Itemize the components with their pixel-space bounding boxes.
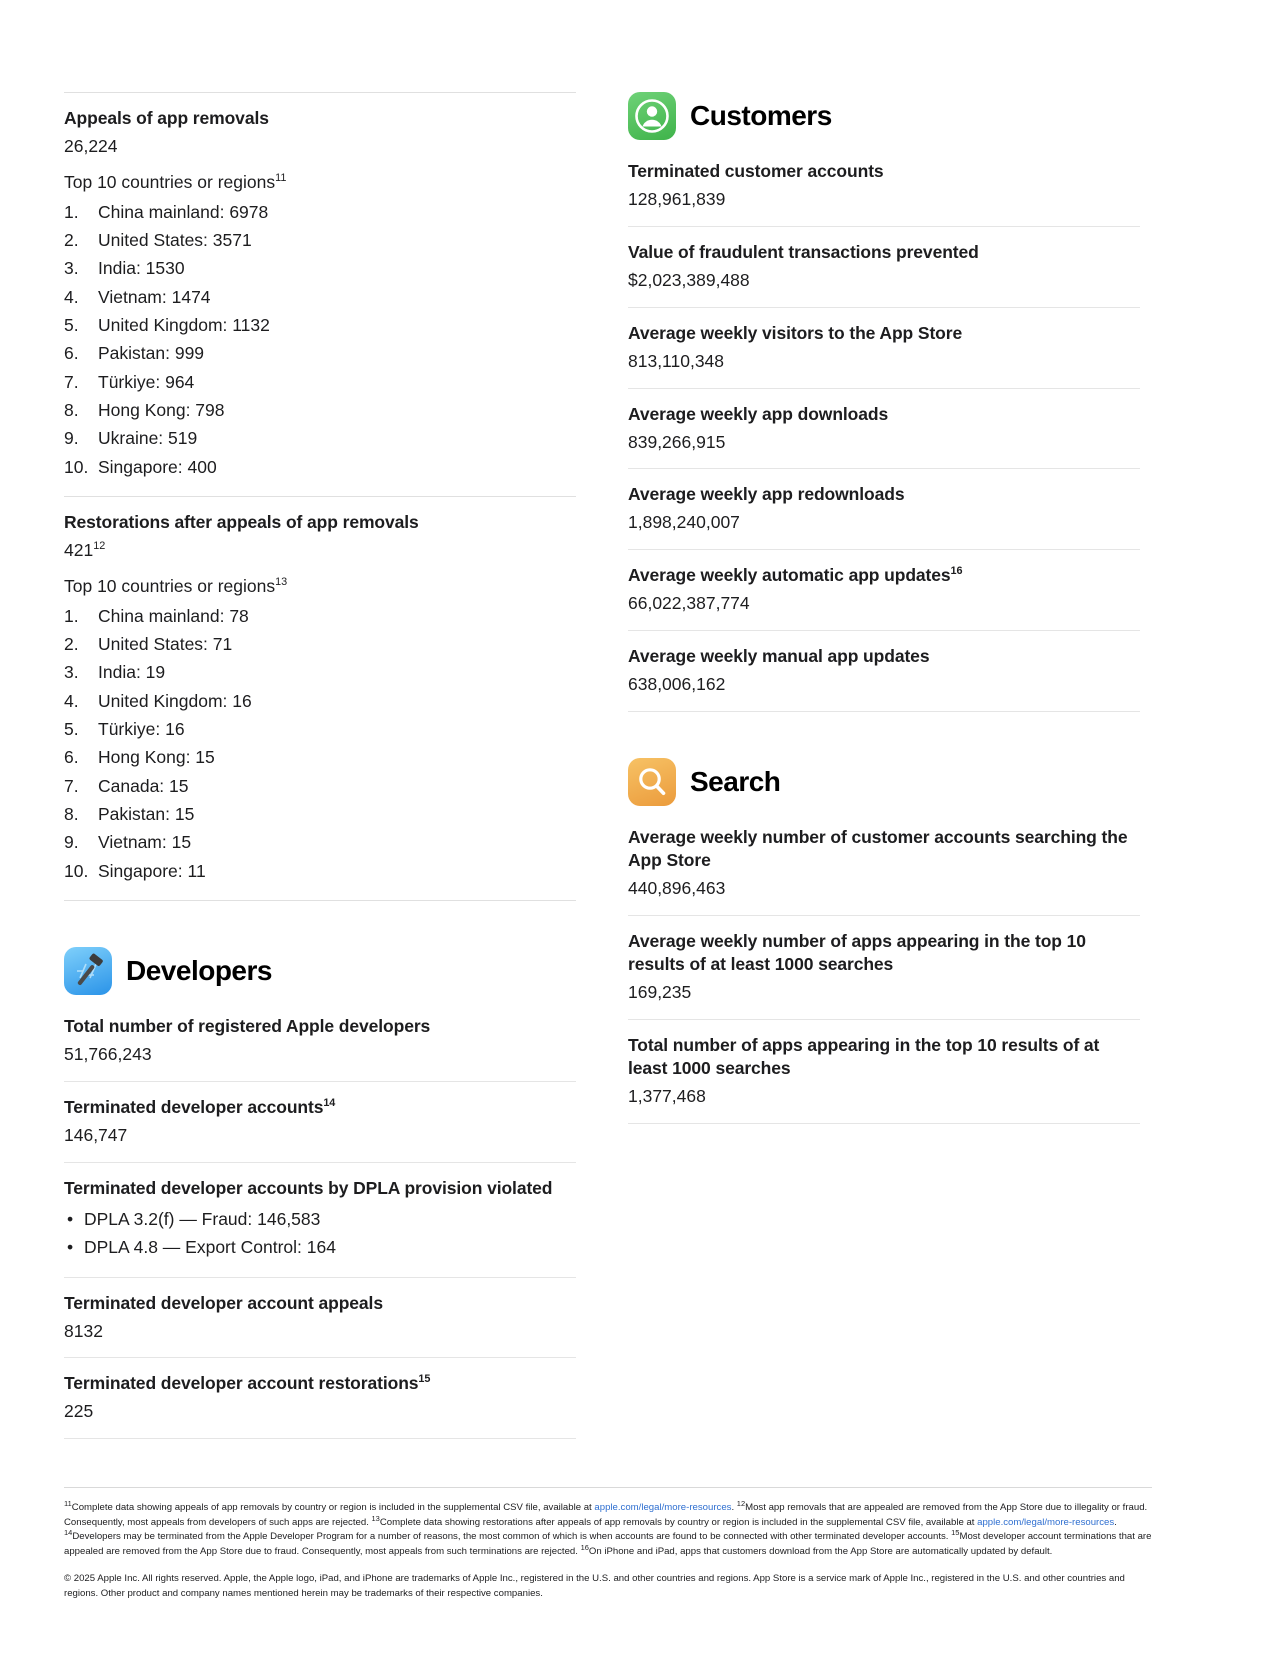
rank-number: 1. xyxy=(64,605,79,626)
list-item xyxy=(64,772,576,800)
footnote-number: 14 xyxy=(64,1527,73,1537)
stat-label: Average weekly manual app updates xyxy=(628,646,930,667)
stat-label-text: Terminated developer accounts xyxy=(64,1096,324,1117)
stat-value: 8132 xyxy=(64,1320,103,1341)
stat-value: 1,898,240,007 xyxy=(628,512,740,533)
list-item xyxy=(64,800,576,828)
stat-label xyxy=(64,1372,576,1395)
footnotes-area xyxy=(64,1487,1152,1601)
more-resources-link[interactable]: apple.com/legal/more-resources xyxy=(594,1502,732,1513)
stat-value: 26,224 xyxy=(64,136,118,157)
rank-text: Vietnam: 1474 xyxy=(98,286,211,307)
list-item xyxy=(64,658,576,686)
more-resources-link[interactable]: apple.com/legal/more-resources xyxy=(977,1516,1115,1528)
list-item xyxy=(64,198,576,226)
footnote-text: Developers may be terminated from the Apple Developer Program for a number of reasons, the most common of which is when accounts are found to be connected with other terminated developer accounts. xyxy=(72,1531,952,1543)
list-item xyxy=(64,743,576,771)
list-item: • DPLA 3.2(f) — Fraud: 146,583 xyxy=(64,1205,576,1233)
xcode-hammer-icon xyxy=(64,947,112,995)
two-column-layout xyxy=(64,92,1152,1439)
rank-text: India: 1530 xyxy=(98,258,185,279)
rank-text: United States: 3571 xyxy=(98,229,252,250)
rank-text: Türkiye: 16 xyxy=(98,719,185,739)
list-item xyxy=(64,857,576,885)
stat-label: Average weekly number of customer accounts searching the App Store xyxy=(628,826,1128,870)
stat-fraudulent-transactions-prevented xyxy=(628,227,1140,307)
restorations-country-ranking xyxy=(64,602,576,885)
list-item xyxy=(64,453,576,481)
divider xyxy=(628,711,1140,712)
footnote-number: 13 xyxy=(371,1513,380,1523)
stat-label: Total number of registered Apple developers xyxy=(64,1016,431,1037)
list-item xyxy=(64,715,576,743)
top-countries-sublabel xyxy=(64,575,576,598)
list-item xyxy=(64,687,576,715)
footnote-number: 15 xyxy=(951,1527,960,1537)
dpla-provision-list xyxy=(64,1205,576,1262)
sublabel-text: Top 10 countries or regions xyxy=(64,575,276,596)
list-item xyxy=(64,602,576,630)
stat-value: 839,266,915 xyxy=(628,431,726,452)
list-item xyxy=(64,283,576,311)
stat-label-text: Average weekly automatic app updates xyxy=(628,565,951,586)
rank-number: 3. xyxy=(64,662,79,683)
rank-number: 8. xyxy=(64,400,79,420)
footnote-text: Most app removals that are appealed are removed from the App Store due to illegality or fraud. Consequently, most appeals from developers of such apps are rejected. xyxy=(64,1502,1148,1528)
appeals-country-ranking xyxy=(64,198,576,481)
divider xyxy=(628,1123,1140,1124)
list-item: • DPLA 4.8 — Export Control: 164 xyxy=(64,1233,576,1261)
divider xyxy=(64,1487,1152,1488)
footnote-number: 11 xyxy=(64,1498,72,1508)
stat-value: 1,377,468 xyxy=(628,1085,706,1106)
rank-number: 10. xyxy=(64,860,89,881)
footnote-ref: 16 xyxy=(950,565,963,578)
stat-value: 638,006,162 xyxy=(628,674,726,695)
footnote-ref: 13 xyxy=(275,576,288,589)
rank-text: Vietnam: 15 xyxy=(98,832,192,853)
list-item xyxy=(64,311,576,339)
footnote-ref: 12 xyxy=(93,540,106,553)
rank-number: 9. xyxy=(64,428,79,449)
rank-number: 7. xyxy=(64,371,79,392)
list-item xyxy=(64,828,576,856)
stat-terminated-customer-accounts xyxy=(628,146,1140,226)
rank-text: India: 19 xyxy=(98,662,166,683)
footnote-number: 12 xyxy=(736,1498,746,1508)
stat-value xyxy=(64,539,576,562)
section-header-developers xyxy=(64,947,576,995)
rank-text: United Kingdom: 1132 xyxy=(98,314,270,335)
stat-value: 51,766,243 xyxy=(64,1044,152,1065)
stat-weekly-apps-top10 xyxy=(628,916,1140,1019)
rank-number: 4. xyxy=(64,690,79,711)
list-item xyxy=(64,424,576,452)
rank-number: 6. xyxy=(64,747,79,768)
footnote-text: . xyxy=(1114,1516,1117,1528)
list-item xyxy=(64,396,576,424)
section-title: Developers xyxy=(126,955,272,987)
stat-weekly-accounts-searching xyxy=(628,812,1140,915)
rank-text: China mainland: 78 xyxy=(98,605,249,626)
rank-text: Hong Kong: 798 xyxy=(98,400,225,420)
rank-text: China mainland: 6978 xyxy=(98,201,269,222)
person-circle-icon xyxy=(628,92,676,140)
stat-total-registered-developers xyxy=(64,1001,576,1081)
stat-average-weekly-manual-updates xyxy=(628,631,1140,711)
stat-value: $2,023,389,488 xyxy=(628,269,750,290)
footnote-ref: 14 xyxy=(323,1097,336,1110)
section-title: Customers xyxy=(690,100,832,131)
stat-label: Terminated developer account appeals xyxy=(64,1292,383,1313)
stat-value: 128,961,839 xyxy=(628,189,726,210)
stat-label: Average weekly app downloads xyxy=(628,403,889,424)
stat-label xyxy=(64,1096,576,1119)
rank-number: 2. xyxy=(64,229,79,250)
left-column xyxy=(64,92,576,1439)
stat-label: Total number of apps appearing in the top 10 results of at least 1000 searches xyxy=(628,1034,1100,1078)
footnote-text: Complete data showing restorations after appeals of app removals by country or region is included in the supplemental CSV file, available at xyxy=(379,1516,978,1528)
stat-terminated-developer-accounts xyxy=(64,1082,576,1162)
stat-label: Restorations after appeals of app removals xyxy=(64,512,419,533)
stat-value: 225 xyxy=(64,1401,94,1422)
section-header-customers xyxy=(628,92,1140,140)
rank-number: 6. xyxy=(64,343,79,364)
rank-number: 1. xyxy=(64,201,79,222)
stat-label: Average weekly visitors to the App Store xyxy=(628,322,963,343)
rank-text: Pakistan: 15 xyxy=(98,804,195,825)
magnifying-glass-icon xyxy=(628,758,676,806)
divider xyxy=(64,1438,576,1439)
rank-number: 2. xyxy=(64,633,79,654)
top-countries-sublabel xyxy=(64,171,576,194)
stat-label: Value of fraudulent transactions prevented xyxy=(628,241,979,262)
list-item xyxy=(64,630,576,658)
copyright-notice: © 2025 Apple Inc. All rights reserved. Apple, the Apple logo, iPad, and iPhone are trademarks of Apple Inc., registered in the U.S. and other countries and regions. App Store is a service mark of Apple Inc., registered in the U.S. and other countries and regions. Other product and company names mentioned herein may be trademarks of their respective companies. xyxy=(64,1573,1125,1599)
stat-label: Terminated developer accounts by DPLA provision violated xyxy=(64,1177,553,1198)
footnote-text: On iPhone and iPad, apps that customers download from the App Store are automatically updated by default. xyxy=(588,1545,1053,1557)
stat-value: 66,022,387,774 xyxy=(628,593,750,614)
stat-value: 169,235 xyxy=(628,982,692,1003)
stat-terminated-developer-account-restorations xyxy=(64,1358,576,1438)
footnotes-paragraph xyxy=(64,1498,1152,1559)
stat-label: Appeals of app removals xyxy=(64,108,269,128)
footnote-text: . xyxy=(731,1502,737,1513)
list-item xyxy=(64,339,576,367)
rank-text: Canada: 15 xyxy=(98,775,189,796)
rank-number: 10. xyxy=(64,456,89,477)
rank-number: 9. xyxy=(64,832,79,853)
stat-value-text: 421 xyxy=(64,540,94,561)
rank-text: Ukraine: 519 xyxy=(98,428,198,449)
stat-terminated-by-dpla-provision xyxy=(64,1163,576,1277)
rank-text: Singapore: 400 xyxy=(98,456,217,477)
footnote-number: 16 xyxy=(580,1542,589,1552)
footnote-ref: 11 xyxy=(275,172,287,185)
footnote-ref: 15 xyxy=(418,1373,431,1386)
rank-number: 3. xyxy=(64,258,79,279)
stat-average-weekly-visitors xyxy=(628,308,1140,388)
rank-number: 7. xyxy=(64,775,79,796)
stat-label: Average weekly number of apps appearing in the top 10 results of at least 1000 searches xyxy=(628,930,1086,974)
rank-text: United Kingdom: 16 xyxy=(98,690,252,711)
list-item xyxy=(64,368,576,396)
rank-number: 4. xyxy=(64,286,79,307)
section-header-search xyxy=(628,758,1140,806)
list-item xyxy=(64,254,576,282)
rank-text: Hong Kong: 15 xyxy=(98,747,215,768)
rank-number: 8. xyxy=(64,804,79,825)
stat-value: 813,110,348 xyxy=(628,350,725,371)
stat-total-apps-top10 xyxy=(628,1020,1140,1123)
stat-label: Average weekly app redownloads xyxy=(628,484,905,505)
list-item xyxy=(64,226,576,254)
footnote-text: Complete data showing appeals of app removals by country or region is included in the supplemental CSV file, available at xyxy=(71,1502,595,1513)
rank-number: 5. xyxy=(64,719,79,739)
section-title: Search xyxy=(690,765,781,797)
divider xyxy=(64,900,576,901)
rank-text: Pakistan: 999 xyxy=(98,343,205,364)
stat-value: 440,896,463 xyxy=(628,878,726,899)
rank-text: Türkiye: 964 xyxy=(98,371,195,392)
rank-number: 5. xyxy=(64,314,79,335)
stat-label xyxy=(628,564,1140,587)
stat-label-text: Terminated developer account restorations xyxy=(64,1373,419,1394)
footnote-text: Most developer account terminations that are appealed are removed from the App Store due to fraud. Consequently, most appeals from such terminations are rejected. xyxy=(64,1531,1152,1557)
rank-text: Singapore: 11 xyxy=(98,860,206,881)
stat-average-weekly-app-redownloads xyxy=(628,469,1140,549)
stat-average-weekly-automatic-updates xyxy=(628,550,1140,630)
stat-terminated-developer-account-appeals xyxy=(64,1278,576,1358)
stat-value: 146,747 xyxy=(64,1125,128,1145)
stat-restorations-after-appeals xyxy=(64,497,576,900)
stat-label: Terminated customer accounts xyxy=(628,161,884,181)
sublabel-text: Top 10 countries or regions xyxy=(64,171,276,192)
stat-average-weekly-app-downloads xyxy=(628,389,1140,469)
stat-appeals-of-app-removals xyxy=(64,93,576,496)
right-column xyxy=(628,92,1140,1124)
rank-text: United States: 71 xyxy=(98,633,233,654)
